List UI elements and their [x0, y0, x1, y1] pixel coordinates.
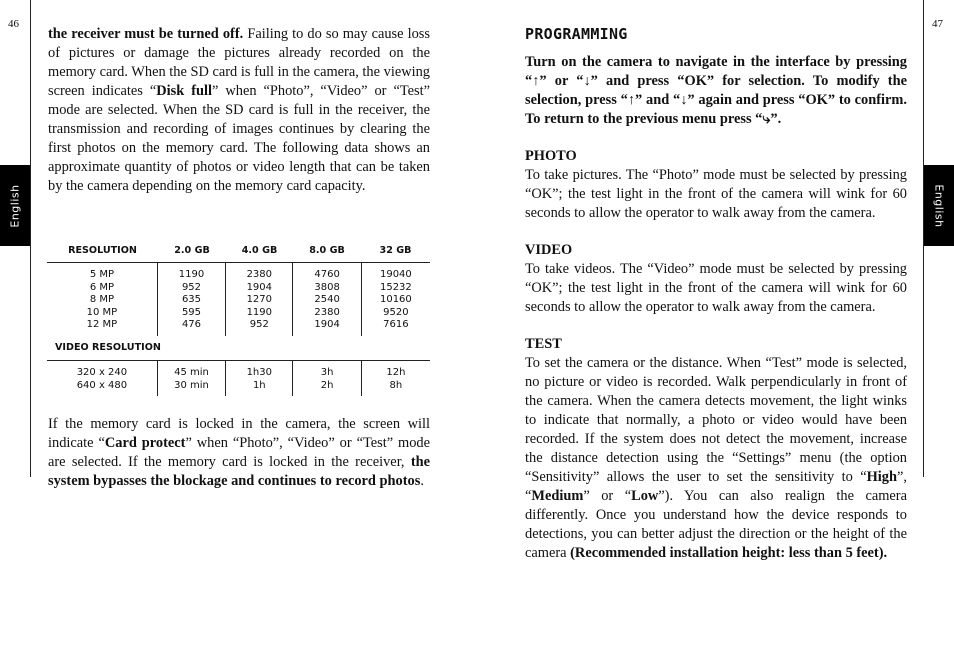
table-header: 8.0 GB	[309, 244, 345, 256]
sensitivity-medium: Medium	[531, 488, 584, 504]
table-cell: 1904	[314, 319, 340, 331]
table-column-4gb	[225, 263, 292, 336]
memory-capacity-table	[47, 238, 430, 396]
separator: ”, “	[525, 469, 907, 504]
sensitivity-high: High	[866, 469, 897, 485]
table-cell: 45 min	[174, 366, 209, 378]
table-cell: 8 MP	[89, 294, 115, 306]
table-column-2gb	[157, 361, 225, 396]
table-cell: 10160	[379, 294, 412, 306]
separator: ” or “	[583, 488, 632, 504]
table-cell: 8h	[389, 379, 403, 391]
left-margin-rule	[30, 0, 31, 477]
table-cell: 4760	[314, 269, 340, 280]
table-column-8gb	[292, 263, 360, 336]
table-cell: 9520	[383, 306, 409, 318]
test-paragraph	[525, 354, 907, 563]
table-column-32gb	[361, 361, 430, 396]
table-cell: 952	[181, 281, 202, 293]
table-cell: 1h	[252, 379, 266, 391]
card-protect-block	[48, 415, 430, 491]
table-column-32gb	[361, 263, 430, 336]
sensitivity-low: Low	[631, 488, 659, 504]
locked-text-cont: ” when “Photo”, “Video” or “Test” mode are selected. If the memory card is locked in the receiver,	[48, 435, 430, 470]
intro-bold: the receiver must be turned off.	[48, 26, 244, 42]
table-cell: 10 MP	[86, 306, 118, 318]
table-cell: 952	[249, 319, 269, 331]
locked-text: If the memory card is locked in the camera, the screen will indicate “	[48, 416, 430, 451]
table-header-row	[47, 238, 430, 263]
table-cell: 640 x 480	[76, 379, 128, 391]
table-cell: 30 min	[174, 379, 209, 391]
table-cell: 12 MP	[86, 319, 118, 331]
intro-text: Failing to do so may cause loss of pictures or damage the pictures already recorded on the memory card. When the SD card is full in the camera, the viewing screen indicates “	[48, 26, 430, 99]
table-cell: 2380	[314, 306, 340, 318]
table-column-4gb	[225, 361, 292, 396]
test-text: To set the camera or the distance. When “Test” mode is selected, no picture or video is recorded. Walk perpendicularly in front of the camera. When the camera detects movement, the light winks to indicate that normally, a photo or video would have been recorded. If the system does not detect the movement, increase the distance detection using the “Settings” menu (the option “Sensitivity” allows the user to set the sensitivity to “	[525, 355, 907, 485]
language-tab-right	[924, 165, 954, 246]
language-tab-left	[0, 165, 30, 246]
recommended-height: (Recommended installation height: less than 5 feet).	[570, 545, 888, 561]
table-cell: 2540	[314, 294, 340, 306]
language-tab-label: English	[8, 183, 22, 228]
table-cell: 3808	[314, 281, 340, 293]
video-paragraph: To take videos. The “Video” mode must be selected by pressing “OK”; the test light in the front of the camera will wink for 60 seconds to allow the operator to walk away from the camera.	[525, 261, 907, 315]
table-cell: 15232	[379, 281, 412, 293]
table-cell: 1h30	[246, 366, 272, 378]
intro-text-cont: ” when “Photo”, “Video” or “Test” mode are selected. When the SD card is full in the receiver, the transmission and recording of images continues by clearing the first photos on the memory card. The following data shows an approximate quantity of photos or video length that can be taken by the camera depending on the memory card capacity.	[48, 83, 430, 194]
card-protect-label: Card protect	[104, 435, 186, 451]
page-number-left: 46	[8, 18, 19, 30]
table-header: 4.0 GB	[241, 244, 278, 256]
table-cell: 12h	[386, 366, 406, 378]
table-cell: 2380	[246, 269, 273, 280]
sd-card-full-paragraph	[48, 25, 430, 196]
table-cell: 476	[181, 319, 202, 331]
table-cell: 595	[181, 306, 202, 318]
table-cell: 1190	[178, 269, 205, 280]
table-header: 32 GB	[379, 244, 412, 256]
programming-heading: PROGRAMMING	[525, 25, 628, 43]
card-protect-paragraph	[48, 415, 430, 491]
table-header: RESOLUTION	[68, 244, 137, 256]
left-page-column	[48, 25, 430, 196]
navigation-text: Turn on the camera to navigate in the interface by pressing “↑” or “↓” and press “OK” for selection. To modify the selection, press “↑” and “↓” again and press “OK” to confirm. To return to the previous menu press “⤷”.	[525, 54, 907, 127]
table-column-resolution	[47, 361, 157, 396]
page-number-right: 47	[932, 18, 943, 30]
test-text-cont: ”). You can also realign the camera differently. Once you understand how the device responds to detections, you can better adjust the direction or the height of the camera	[525, 488, 907, 561]
table-column-8gb	[292, 361, 360, 396]
table-cell: 2h	[320, 379, 334, 391]
video-resolution-rows	[47, 361, 430, 396]
video-resolution-header: VIDEO RESOLUTION	[47, 336, 430, 361]
navigation-instructions	[525, 53, 907, 129]
table-cell: 6 MP	[89, 281, 115, 293]
right-page-column	[525, 25, 907, 563]
language-tab-label: English	[932, 183, 946, 228]
table-cell: 635	[181, 294, 202, 306]
disk-full-label: Disk full	[156, 83, 212, 99]
table-cell: 5 MP	[89, 269, 115, 280]
video-heading: VIDEO	[525, 242, 573, 258]
table-column-2gb	[157, 263, 225, 336]
table-cell: 7616	[383, 319, 409, 331]
photo-heading: PHOTO	[525, 148, 577, 164]
test-heading: TEST	[525, 336, 562, 352]
table-cell: 19040	[379, 269, 412, 280]
locked-end: .	[420, 473, 424, 489]
locked-bold-text: the system bypasses the blockage and continues to record photos	[48, 454, 430, 489]
table-cell: 3h	[320, 366, 334, 378]
table-header: 2.0 GB	[174, 244, 210, 256]
photo-resolution-rows	[47, 263, 430, 336]
table-cell: 1270	[246, 294, 273, 306]
table-cell: 1904	[246, 281, 273, 293]
table-column-resolution	[47, 263, 157, 336]
table-cell: 320 x 240	[76, 366, 128, 378]
photo-paragraph: To take pictures. The “Photo” mode must be selected by pressing “OK”; the test light in the front of the camera will wink for 60 seconds to allow the operator to walk away from the camera.	[525, 167, 907, 221]
table-cell: 1190	[246, 306, 273, 318]
